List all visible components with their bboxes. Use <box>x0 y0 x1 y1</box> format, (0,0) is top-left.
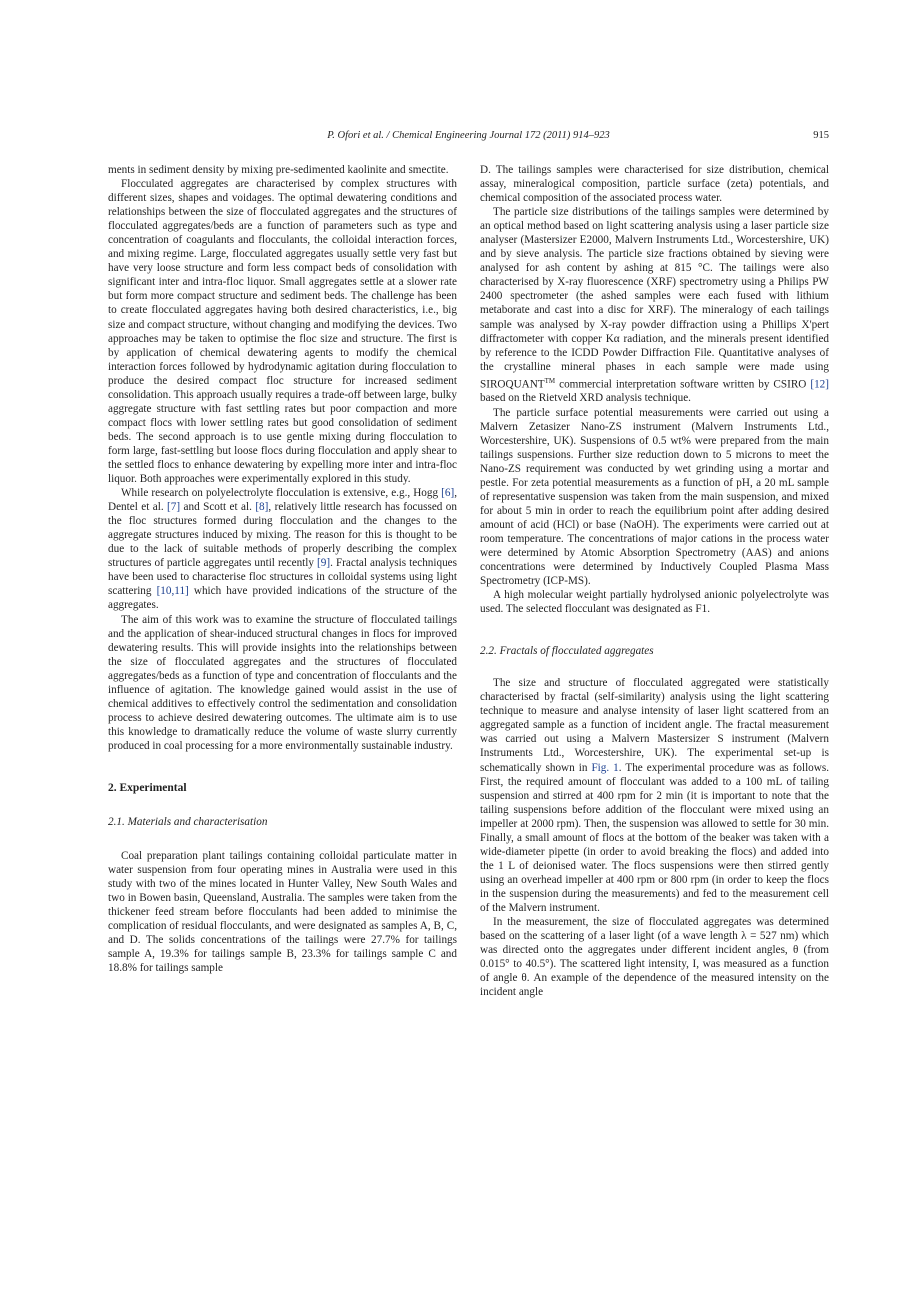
running-head <box>108 130 829 146</box>
paragraph: ments in sediment density by mixing pre-sedimented kaolinite and smectite. <box>108 164 449 176</box>
citation-link[interactable]: [6] <box>441 487 455 500</box>
paragraph: Flocculated aggregates are characterised by complex structures with different sizes, shapes and voidages. The optimal dewatering conditions and relationships between the size of flocculated aggregates and the structures of flocculated aggregates/beds are a function of parameters such as type and concentration of coagulants and flocculants, the colloidal interaction forces, and mixing regime. Large, flocculated aggregates usually settle very fast but have very loose structure and form less compact beds of consolidation with significant inter and intra-floc liquor. Small aggregates settle at a slower rate but form more compact structure and sediment beds. The challenge has been to create flocculated aggregates having both desired characteristics, i.e., big size and compact structure, without changing and modifying the devices. Two approaches may be taken to optimise the floc size and structure. The first is by application of chemical dewatering agents to modify the chemical interaction forces followed by hydrodynamic agitation during flocculation to produce the desired compact floc structure for increased sediment consolidation. This approach usually requires a trade-off between large, bulky aggregate structure with fast settling rates but poor compaction and more compact flocs with lower settling rates but good consolidation of sediment beds. The second approach is to use gentle mixing during flocculation to form large, fast-settling but loose flocs during flocculation and apply shear to the settled flocs to enhance dewatering by expelling more inter and intra-floc liquor. Both approaches were experimentally explored in this study. <box>108 178 457 486</box>
paragraph: The size and structure of flocculated aggregated were statistically characterised by fractal (self-similarity) analysis using the light scattering technique to measure and analyse intensity of laser light scattered from an aggregated sample as a function of incident angle. The fractal measurement was carried out using a Malvern Mastersizer S instrument (Malvern Instruments Ltd., Worcestershire, UK). The experimental set-up is schematically shown in Fig. 1. The experimental procedure was as follows. First, the required amount of flocculant was added to a 100 mL of tailing suspension and stirred at 400 rpm for 2 min (it is important to note that the tailing suspensions before addition of the flocculant were mixed using an impeller at 2000 rpm). Then, the suspension was allowed to settle for 30 min. Finally, a small amount of flocs at the bottom of the beaker was taken with a wide-diameter pipette (in order to avoid breaking the flocs) and added into the 1 L of deionised water. The flocs suspensions were then stirred gently using an overhead impeller at 400 rpm or 800 rpm (in order to keep the flocs in the suspension during the measurements) and fed to the measurement cell of the Malvern instrument. <box>480 677 830 914</box>
page-number: 915 <box>813 130 829 141</box>
running-head-citation: P. Ofori et al. / Chemical Engineering Journal 172 (2011) 914–923 <box>327 130 610 141</box>
citation-link[interactable]: [7] <box>167 501 181 514</box>
citation-link[interactable]: [12] <box>810 378 829 391</box>
right-column <box>480 163 829 999</box>
citation-link[interactable]: [9] <box>317 557 331 570</box>
trademark-superscript: TM <box>544 376 556 385</box>
figure-link[interactable]: Fig. 1 <box>591 761 619 774</box>
citation-link[interactable]: [8] <box>255 501 269 514</box>
subsection-heading: 2.1. Materials and characterisation <box>108 815 268 828</box>
section-heading: 2. Experimental <box>108 781 187 794</box>
citation-link[interactable]: [10,11] <box>156 585 189 598</box>
paragraph: In the measurement, the size of flocculated aggregates was determined based on the scattering of a laser light (of a wave length λ = 527 nm) which was directed onto the aggregates under different incident angles, θ (from 0.015° to 40.5°). The scattered light intensity, I, was measured as a function of angle θ. An example of the dependence of the measured intensity on the incident angle <box>480 916 829 999</box>
paragraph: Coal preparation plant tailings containing colloidal particulate matter in water suspension from four operating mines in Australia were used in this study with two of the mines located in Hunter Valley, New South Wales and two in Bowen basin, Queensland, Australia. The samples were taken from the thickener feed stream before flocculants had been added to minimise the complication of residual flocculants, and were designated as samples A, B, C, and D. The solids concentrations of the tailings were 27.7% for tailings sample A, 19.3% for tailings sample B, 23.3% for tailings sample C and 18.8% for tailings sample <box>108 849 457 975</box>
paragraph: The particle surface potential measurements were carried out using a Malvern Zetasizer Nano-ZS instrument (Malvern Instruments Ltd., Worcestershire, UK). Suspensions of 0.5 wt% were prepared from the main tailings suspensions. Further size reduction down to 5 microns to meet the Nano-ZS requirement was conducted by wet grinding using a mortar and pestle. For zeta potential measurements as a function of pH, a 20 mL sample of representative suspension was taken from the main suspension, and mixed for about 5 min in order to reach the equilibrium point after adding desired amount of acid (HCl) or base (NaOH). The experiments were carried out at room temperature. The concentrations of major cations in the process water were determined by Atomic Absorption Spectrometry (AAS) and anions concentrations were determined by Inductively Coupled Plasma Mass Spectrometry (ICP-MS). <box>480 406 829 588</box>
subsection-heading: 2.2. Fractals of flocculated aggregates <box>480 645 654 658</box>
paragraph: The aim of this work was to examine the structure of flocculated tailings and the application of shear-induced structural changes in flocs for improved dewatering results. This will provide insights into the relationships between the size of flocculated aggregates and the structures of flocculated aggregates/beds as a function of type and concentration of flocculants and the influence of agitation. The knowledge gained would assist in the use of chemical additives to effectively control the sedimentation and consolidation process to achieve desired dewatering outcomes. The ultimate aim is to use this knowledge to dramatically reduce the volume of waste slurry currently produced in coal processing for a more environmentally sustainable industry. <box>108 613 457 752</box>
paragraph: A high molecular weight partially hydrolysed anionic polyelectrolyte was used. The selected flocculant was designated as F1. <box>480 589 829 616</box>
paragraph: D. The tailings samples were characterised for size distribution, chemical assay, mineralogical composition, particle surface (zeta) potentials, and chemical composition of the associated process water. <box>480 164 829 205</box>
paragraph: The particle size distributions of the tailings samples were determined by an optical method based on light scattering analysis using a laser particle size analyser (Mastersizer E2000, Malvern Instruments Ltd., Worcestershire, UK) and by sieve analysis. The particle size fractions obtained by sieving were analysed for ash content by ashing at 815 °C. The tailings were also characterised by X-ray fluorescence (XRF) spectrometry using a Philips PW 2400 spectrometer (the ashed samples were each fused with lithium metaborate and cast into a disc for XRF). The mineralogy of each tailings sample was analysed by X-ray powder diffraction using a Phillips X'pert diffractometer with copper Kα radiation, and the minerals present identified by reference to the ICDD Powder Diffraction File. Quantitative analyses of the crystalline mineral phases in each sample were made using SIROQUANT™ commercial interpretation software written by CSIRO [12] based on the Rietveld XRD analysis technique. <box>480 206 829 405</box>
left-column <box>108 163 457 975</box>
paragraph: While research on polyelectrolyte flocculation is extensive, e.g., Hogg [6], Dentel et al. [7] and Scott et al. [8], relatively little research has focussed on the floc structures formed during flocculation and the changes to the aggregate structures induced by mixing. The reason for this is thought to be due to the lack of suitable methods of properly describing the complex structures of particle aggregates until recently [9]. Fractal analysis techniques have been used to characterise floc structures in colloidal systems using light scattering [10,11] which have provided indications of the structure of the aggregates. <box>108 487 457 612</box>
